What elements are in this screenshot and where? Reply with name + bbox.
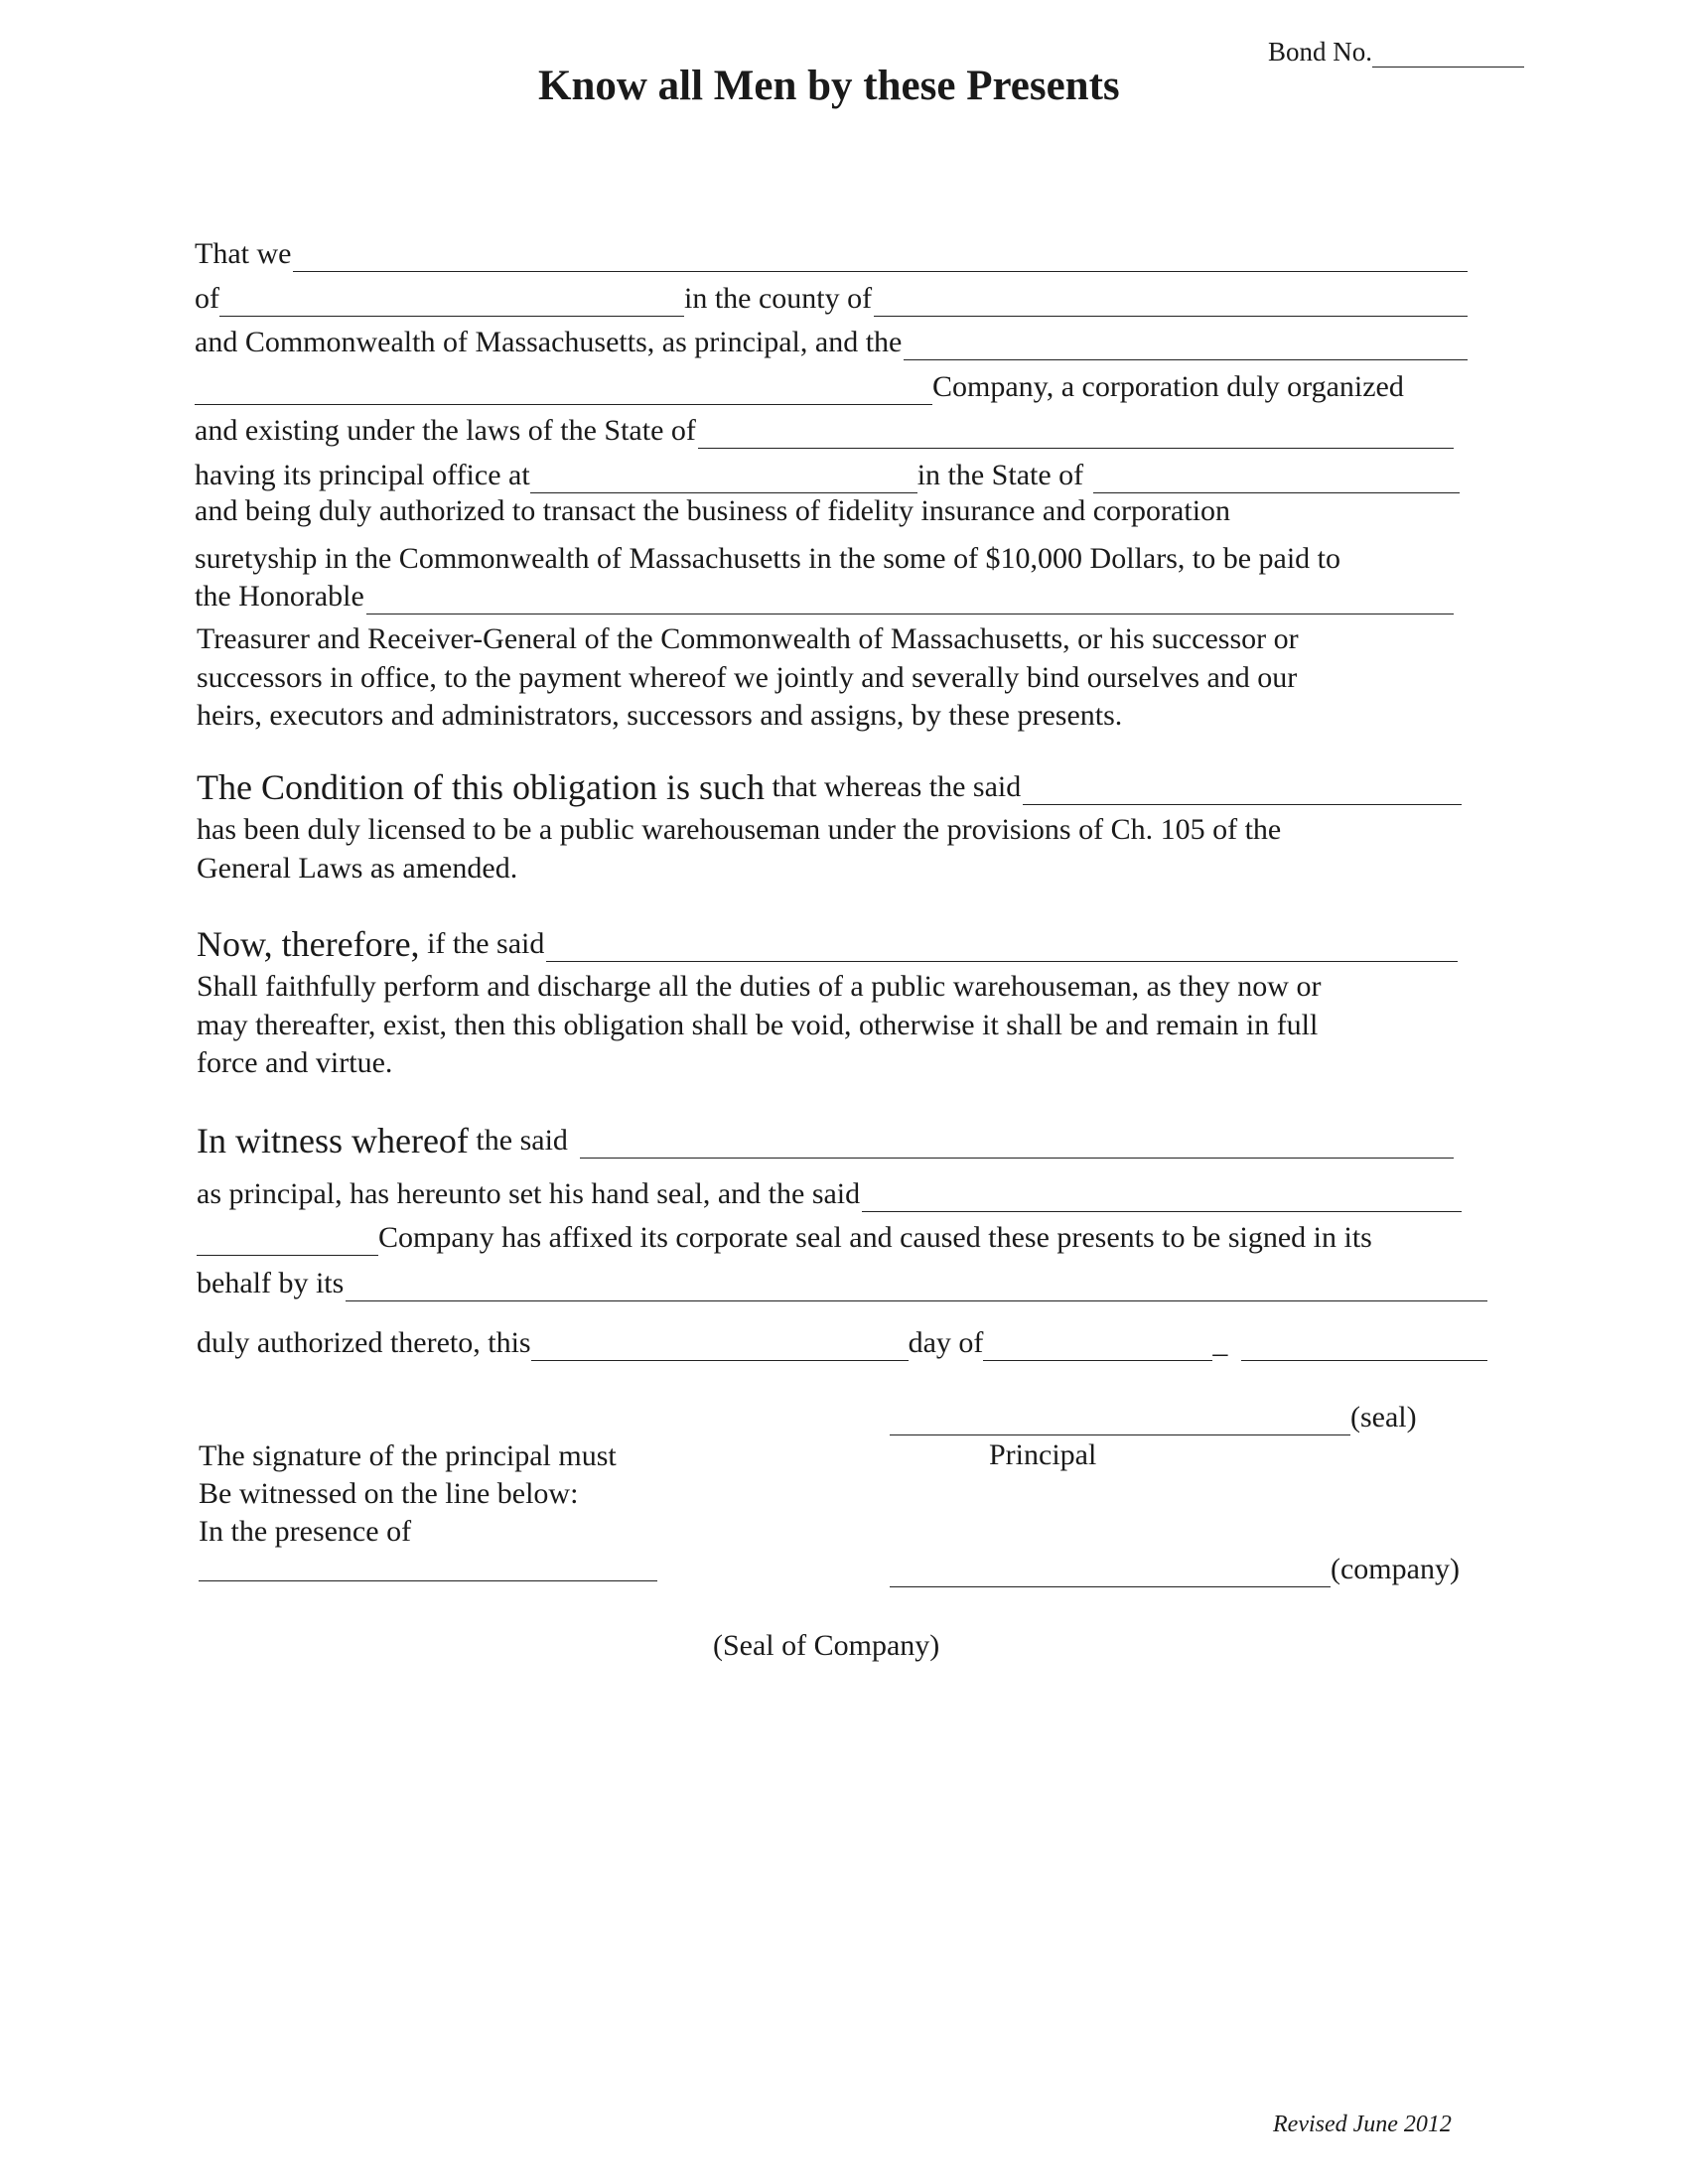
witness-surety-line <box>862 1184 1462 1212</box>
surety-company-line <box>904 333 1468 360</box>
treasurer-line: successors in office, to the payment whereof we jointly and severally bind ourselves and our <box>197 660 1298 694</box>
condition-lead: The Condition of this obligation is such <box>197 767 765 807</box>
witness-lead: In witness whereof <box>197 1121 469 1160</box>
witness-company-line <box>197 1227 378 1256</box>
bond-number-line <box>1372 40 1524 68</box>
bond-number-label: Bond No. <box>1268 37 1373 67</box>
witness-instruction-line: In the presence of <box>199 1515 412 1548</box>
principal-name-line <box>293 244 1468 272</box>
duly-authorized-this-text: duly authorized thereto, this <box>197 1326 531 1359</box>
condition-paragraph <box>197 811 1487 887</box>
in-state-of-text: in the State of <box>916 459 1084 491</box>
honorable-row <box>195 579 1454 614</box>
day-line <box>531 1332 909 1361</box>
now-therefore-line: Shall faithfully perform and discharge all the duties of a public warehouseman, as they now or <box>197 970 1322 1003</box>
day-of-text: day of <box>908 1326 984 1359</box>
principal-office-line <box>530 465 917 493</box>
condition-rest: that whereas the said <box>764 770 1022 803</box>
duly-authorized-text: and being duly authorized to transact the business of fidelity insurance and corporation <box>195 494 1231 527</box>
company-affixed-row <box>197 1220 1487 1256</box>
now-therefore-line: may thereafter, exist, then this obligation shall be void, otherwise it shall be and remain in full <box>197 1008 1319 1041</box>
company-signature-block <box>890 1552 1460 1587</box>
treasurer-line: heirs, executors and administrators, successors and assigns, by these presents. <box>197 699 1123 732</box>
company-name-line <box>195 376 932 405</box>
county-label: in the county of <box>684 282 873 315</box>
company-affixed-text: Company has affixed its corporate seal and caused these presents to be signed in its <box>378 1221 1372 1254</box>
witness-signature-line <box>199 1554 657 1581</box>
principal-office-row <box>195 458 1460 493</box>
principal-office-text: having its principal office at <box>195 459 530 491</box>
licensee-line <box>1023 777 1462 805</box>
of-county-row <box>195 281 1468 317</box>
honorable-label: the Honorable <box>195 580 364 613</box>
existing-laws-row <box>195 413 1454 449</box>
suretyship-text: suretyship in the Commonwealth of Massachusetts in the some of $10,000 Dollars, to be paid to <box>195 542 1341 575</box>
officer-title-line <box>346 1274 1487 1301</box>
seal-label: (seal) <box>1350 1401 1417 1433</box>
county-line <box>874 289 1468 317</box>
revised-date: Revised June 2012 <box>1273 2112 1452 2137</box>
witness-rest: the said <box>468 1124 568 1157</box>
commonwealth-row <box>195 325 1468 360</box>
now-therefore-paragraph <box>197 968 1487 1083</box>
warehouseman-line <box>546 934 1458 962</box>
commonwealth-text: and Commonwealth of Massachusetts, as principal, and the <box>195 326 903 358</box>
company-corporation-text: Company, a corporation duly organized <box>932 370 1404 403</box>
dated-row <box>197 1325 1487 1361</box>
as-principal-row <box>197 1176 1462 1212</box>
company-corporation-row <box>195 369 1468 405</box>
principal-label: Principal <box>989 1438 1097 1471</box>
company-signature-line <box>890 1559 1331 1587</box>
page-title: Know all Men by these Presents <box>538 63 1120 109</box>
behalf-text: behalf by its <box>197 1267 345 1299</box>
that-we-row <box>195 236 1468 272</box>
condition-line: has been duly licensed to be a public warehouseman under the provisions of Ch. 105 of the <box>197 813 1282 846</box>
year-line <box>1241 1333 1487 1361</box>
day-of-mid: _ <box>1212 1326 1228 1359</box>
principal-signature-line <box>890 1407 1350 1435</box>
witness-principal-line <box>580 1131 1454 1159</box>
behalf-row <box>197 1266 1487 1301</box>
witness-instructions <box>199 1437 617 1551</box>
treasurer-line: Treasurer and Receiver-General of the Commonwealth of Massachusetts, or his successor or <box>197 622 1299 655</box>
that-we-label: That we <box>195 237 292 270</box>
state-of-organization-line <box>698 421 1454 449</box>
witness-row <box>197 1123 1454 1159</box>
principal-town-line <box>219 288 684 317</box>
now-therefore-row <box>197 926 1458 962</box>
condition-row <box>197 769 1462 805</box>
existing-laws-text: and existing under the laws of the State of <box>195 414 696 447</box>
condition-line: General Laws as amended. <box>197 851 518 885</box>
witness-instruction-line: Be witnessed on the line below: <box>199 1477 579 1510</box>
company-label: (company) <box>1331 1553 1460 1585</box>
as-principal-text: as principal, has hereunto set his hand seal, and the said <box>197 1177 861 1210</box>
witness-instruction-line: The signature of the principal must <box>199 1439 617 1472</box>
of-label: of <box>195 282 219 315</box>
seal-of-company: (Seal of Company) <box>713 1629 940 1662</box>
now-therefore-line: force and virtue. <box>197 1046 393 1079</box>
principal-signature-block <box>890 1400 1417 1435</box>
bond-number <box>1268 36 1524 68</box>
treasurer-name-line <box>366 587 1454 614</box>
month-line <box>983 1332 1212 1361</box>
office-state-line <box>1093 466 1460 493</box>
now-therefore-lead: Now, therefore, <box>197 924 420 964</box>
treasurer-paragraph <box>197 620 1487 736</box>
now-therefore-rest: if the said <box>419 927 545 960</box>
